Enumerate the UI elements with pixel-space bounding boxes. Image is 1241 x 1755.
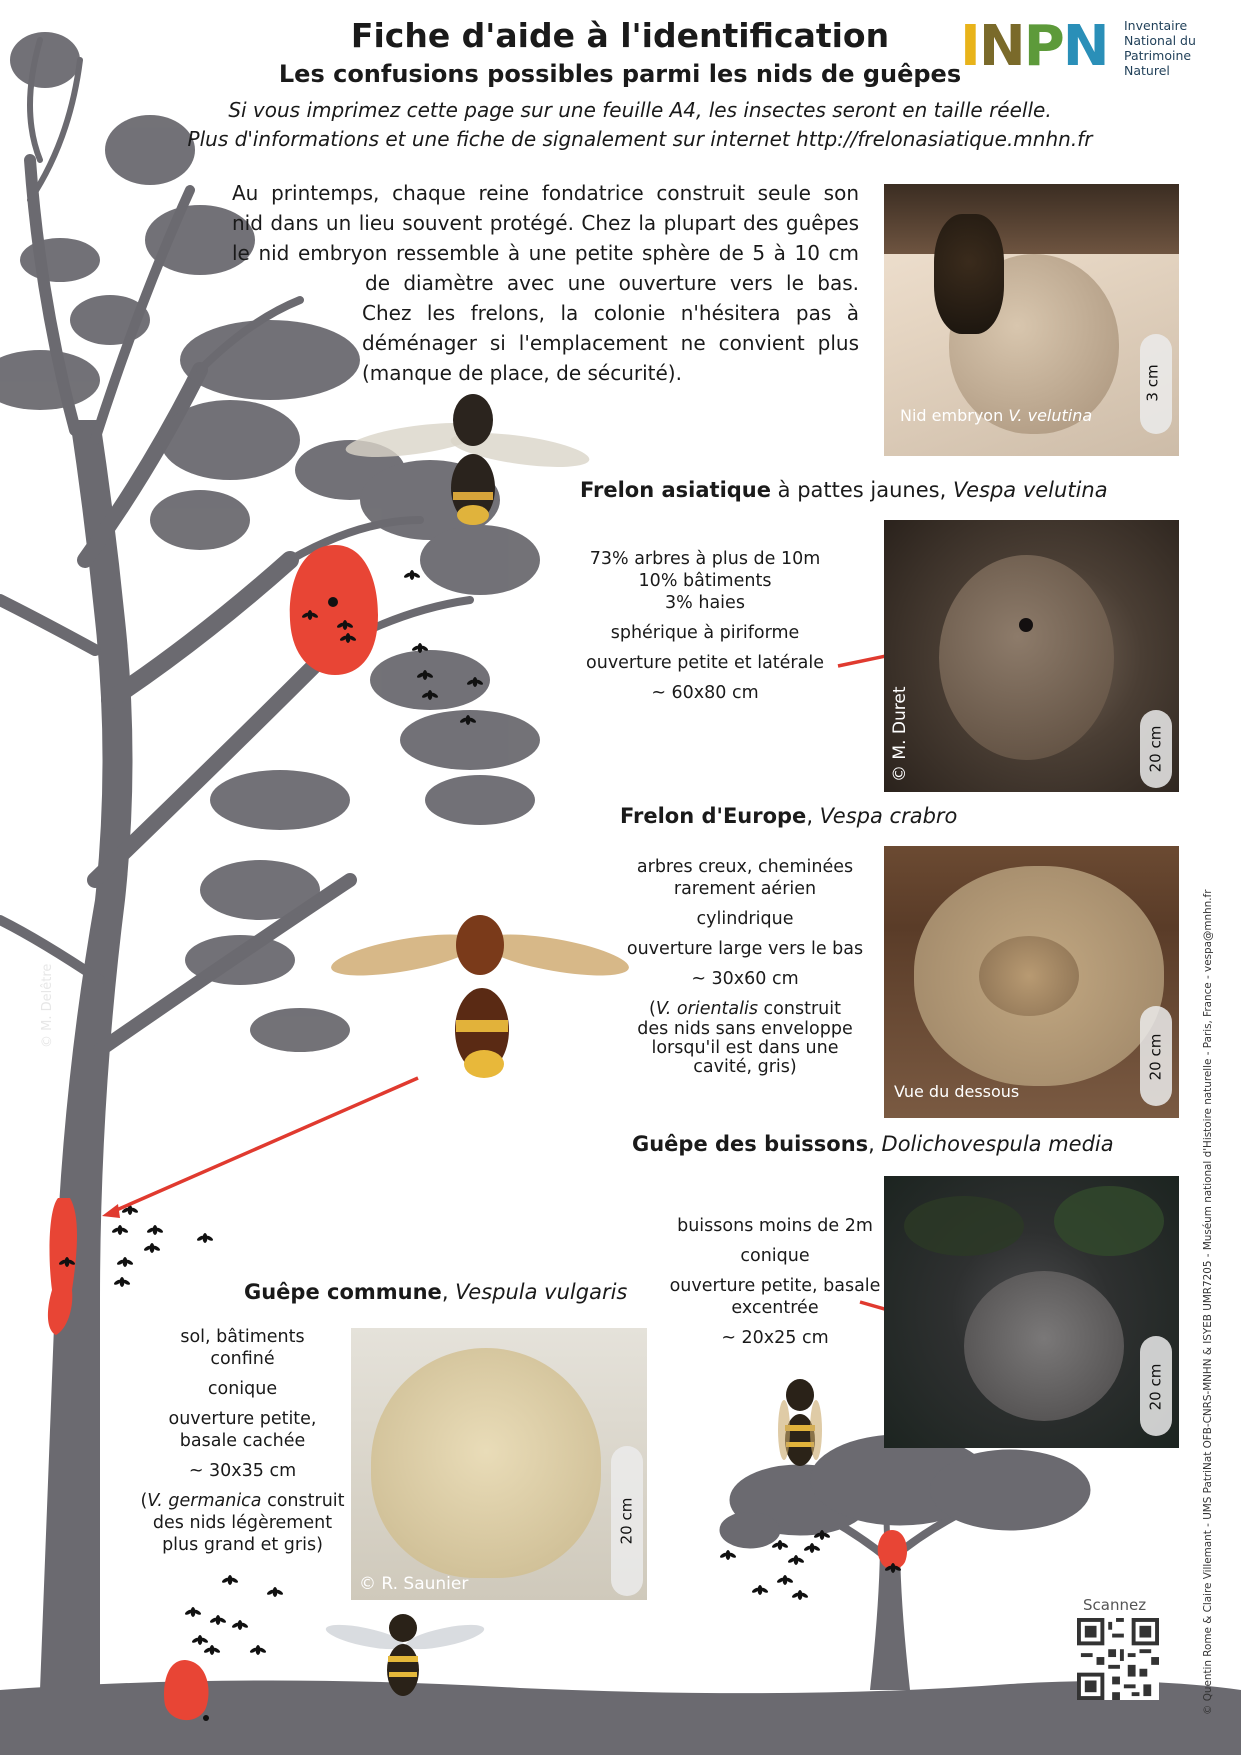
asian-hornet-title	[580, 478, 1108, 502]
common-wasp-latin: Vespula vulgaris	[455, 1280, 628, 1304]
page-subtitle: Les confusions possibles parmi les nids de guêpes	[278, 60, 962, 88]
fact-line: 10% bâtiments	[638, 571, 772, 591]
asian-hornet-latin: Vespa velutina	[952, 478, 1108, 502]
fact-line: ouverture petite, basale	[669, 1276, 881, 1296]
common-wasp-nest-marker	[164, 1660, 208, 1720]
fact-line: ouverture petite,	[168, 1409, 317, 1429]
print-note-line-2: Plus d'informations et une fiche de signalement sur internet http://frelonasiatique.mnhn.fr	[187, 127, 1093, 151]
bush-wasp-qualifier: ,	[868, 1132, 882, 1156]
note-line: lorsqu'il est dans une	[651, 1038, 839, 1058]
european-hornet-scale-bar	[1140, 1006, 1172, 1106]
embryo-nest-caption	[900, 406, 1092, 425]
common-wasp-scale-label: 20 cm	[617, 1497, 636, 1545]
intro-line: Au printemps, chaque reine fondatrice construit seule son	[232, 181, 859, 205]
embryo-scale-bar	[1140, 334, 1172, 434]
note-line: plus grand et gris)	[162, 1535, 323, 1555]
note-line: des nids légèrement	[152, 1513, 333, 1533]
european-hornet-qualifier: ,	[806, 804, 820, 828]
european-hornet-note	[610, 998, 880, 1020]
fact-line: rarement aérien	[673, 879, 817, 899]
fact-line: excentrée	[731, 1298, 819, 1318]
fact-line: conique	[740, 1246, 810, 1266]
small-tree-silhouette	[720, 1435, 1090, 1690]
intro-line: de diamètre avec une ouverture vers le bas.	[365, 271, 859, 295]
embryo-caption-latin: V. velutina	[1008, 406, 1093, 425]
footer-credit: © Quentin Rome & Claire Villemant - UMS PatriNat OFB-CNRS-MNHN & ISYEB UMR7205 - Muséum national d'Histoire naturelle - Paris, France - vespa@mnhn.fr	[1202, 889, 1214, 1715]
european-hornet-photo-caption: Vue du dessous	[894, 1082, 1020, 1101]
fact-line: 73% arbres à plus de 10m	[589, 549, 821, 569]
note-latin: V. orientalis	[655, 999, 758, 1019]
fact-line: 3% haies	[665, 593, 745, 613]
asian-hornet-photo-credit: © M. Duret	[890, 686, 910, 782]
logo-text-line: National du	[1124, 33, 1196, 48]
common-wasp-facts	[130, 1326, 355, 1556]
logo-text-line: Naturel	[1124, 63, 1170, 78]
common-wasp-scale-bar	[611, 1446, 643, 1596]
european-hornet-illustration	[328, 915, 631, 1078]
tree-credit: © M. Delêtre	[40, 963, 55, 1048]
embryo-caption-text: Nid embryon	[900, 406, 1009, 425]
logo-text-line: Patrimoine	[1124, 48, 1192, 63]
logo-letter-n2: N	[1062, 14, 1108, 79]
common-wasp-qualifier: ,	[441, 1280, 456, 1304]
scan-label: Scannez	[1083, 1596, 1147, 1614]
intro-line: nid dans un lieu souvent protégé. Chez la plupart des guêpes	[232, 211, 859, 235]
fact-line: conique	[207, 1379, 278, 1399]
european-hornet-title	[620, 804, 957, 828]
bush-wasp-scale-label: 20 cm	[1146, 1363, 1165, 1411]
common-wasp-title	[244, 1280, 627, 1304]
fact-line: ouverture large vers le bas	[626, 939, 864, 959]
fact-line: arbres creux, cheminées	[636, 857, 854, 877]
fact-line: ouverture petite et latérale	[586, 653, 824, 673]
asian-hornet-scale-bar	[1140, 710, 1172, 788]
logo-letter-n1: N	[978, 14, 1024, 79]
inpn-logo-text	[1124, 18, 1234, 78]
european-hornet-facts	[610, 856, 880, 1077]
note-text: construit	[757, 999, 841, 1019]
common-wasp-nest-photo	[351, 1328, 647, 1600]
print-note-line-1: Si vous imprimez cette page sur une feuille A4, les insectes seront en taille réelle.	[228, 98, 1052, 122]
fact-line: sol, bâtiments	[180, 1327, 305, 1347]
fact-line: cylindrique	[696, 909, 794, 929]
asian-hornet-nest-marker	[290, 545, 378, 675]
page-title: Fiche d'aide à l'identification	[350, 16, 890, 55]
european-hornet-nest-photo	[884, 846, 1179, 1118]
bush-wasp-facts	[640, 1215, 910, 1349]
note-paren: (	[140, 1491, 148, 1511]
fact-line: ~ 20x25 cm	[721, 1328, 829, 1348]
logo-letter-p: P	[1023, 14, 1063, 79]
common-wasp-name: Guêpe commune	[244, 1280, 442, 1304]
fact-line: confiné	[210, 1349, 275, 1369]
asian-hornet-scale-label: 20 cm	[1146, 725, 1165, 773]
note-line: cavité, gris)	[693, 1057, 797, 1077]
inpn-logo-letters	[960, 16, 1108, 78]
fact-line: ~ 30x35 cm	[188, 1461, 297, 1481]
common-wasp-note	[130, 1490, 355, 1512]
bush-wasp-nest-photo	[884, 1176, 1179, 1448]
fact-line: ~ 60x80 cm	[651, 683, 759, 703]
bush-wasp-scale-bar	[1140, 1336, 1172, 1436]
fact-line: buissons moins de 2m	[677, 1216, 873, 1236]
bush-wasp-latin: Dolichovespula media	[881, 1132, 1114, 1156]
intro-line: déménager si l'emplacement ne convient plus	[362, 331, 859, 355]
bush-wasp-title	[632, 1132, 1114, 1156]
inpn-logo	[960, 16, 1230, 80]
qr-code-icon[interactable]	[1077, 1618, 1159, 1700]
logo-text-line: Inventaire	[1124, 18, 1188, 33]
note-paren: (	[649, 999, 656, 1019]
european-hornet-scale-label: 20 cm	[1146, 1033, 1165, 1081]
note-latin: V. germanica	[147, 1491, 262, 1511]
intro-line: (manque de place, de sécurité).	[362, 361, 682, 385]
embryo-scale-label: 3 cm	[1143, 364, 1162, 402]
asian-hornet-name: Frelon asiatique	[580, 478, 771, 502]
logo-letter-i: I	[960, 14, 979, 79]
intro-line: le nid embryon ressemble à une petite sphère de 5 à 10 cm	[232, 241, 859, 265]
asian-hornet-qualifier: à pattes jaunes,	[771, 478, 953, 502]
fact-line: sphérique à piriforme	[610, 623, 800, 643]
fact-line: basale cachée	[179, 1431, 306, 1451]
fact-line: ~ 30x60 cm	[691, 969, 799, 989]
asian-hornet-facts	[570, 548, 840, 704]
note-text: construit	[261, 1491, 345, 1511]
embryo-nest-photo	[884, 184, 1179, 456]
print-note	[140, 96, 1140, 154]
asian-hornet-nest-photo	[884, 520, 1179, 792]
note-line: des nids sans enveloppe	[637, 1019, 853, 1039]
european-hornet-latin: Vespa crabro	[819, 804, 958, 828]
intro-line: Chez les frelons, la colonie n'hésitera pas à	[362, 301, 859, 325]
european-hornet-name: Frelon d'Europe	[620, 804, 807, 828]
common-wasp-photo-credit: © R. Saunier	[359, 1574, 469, 1594]
bush-wasp-name: Guêpe des buissons	[632, 1132, 869, 1156]
bush-wasp-illustration	[778, 1379, 822, 1466]
